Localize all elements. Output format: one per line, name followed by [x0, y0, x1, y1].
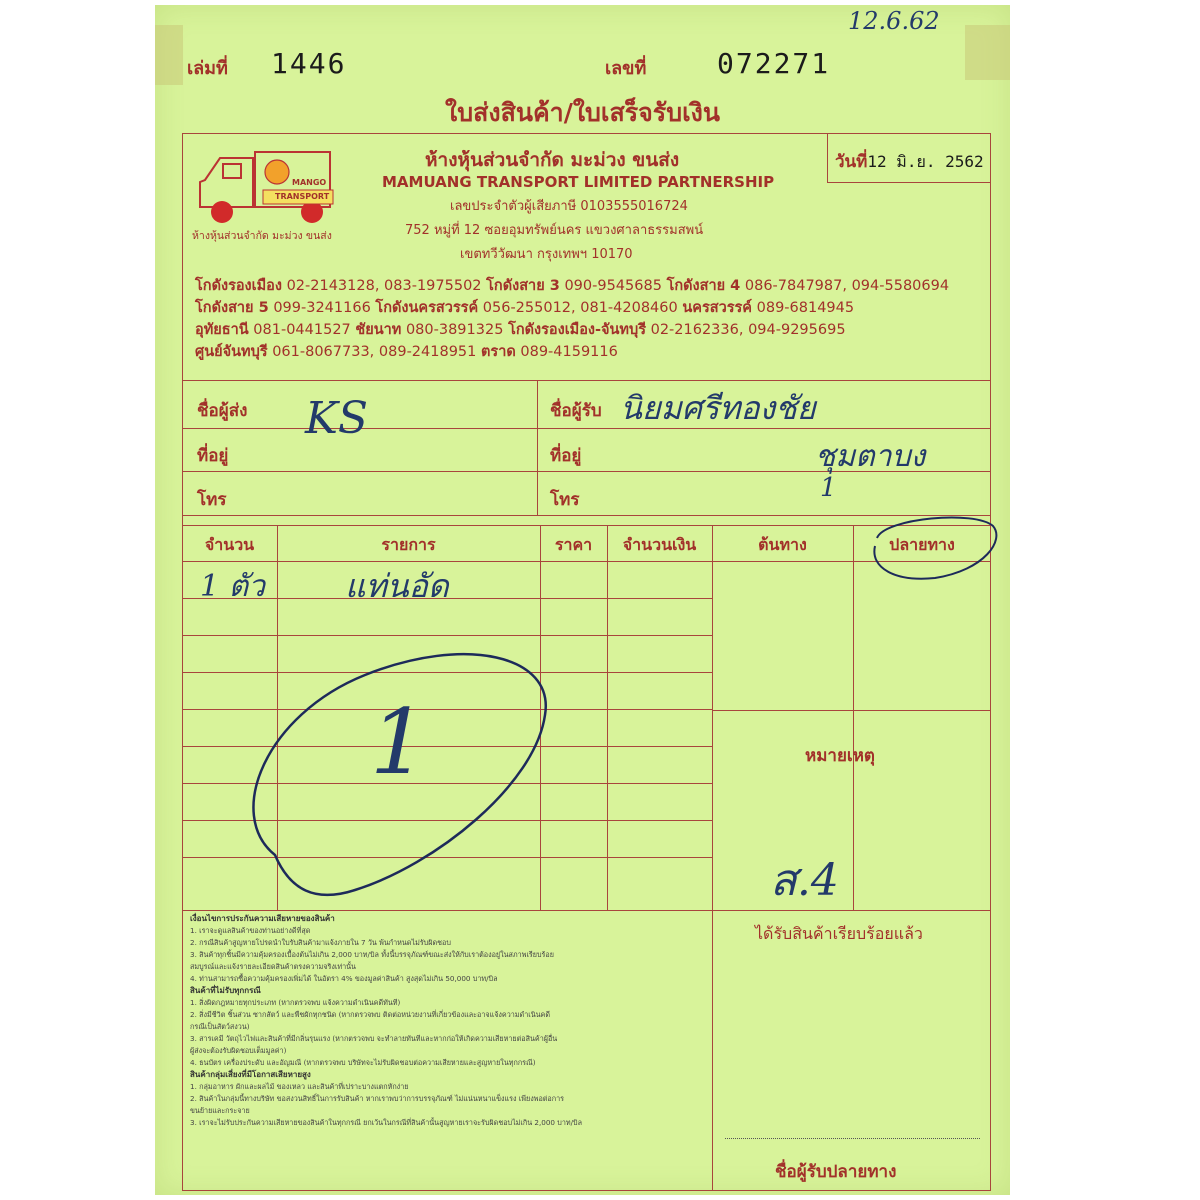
receiver-phone-value: 1: [820, 473, 837, 503]
book-number: 1446: [271, 47, 347, 80]
doc-number: 072271: [717, 47, 831, 80]
terms-item: กรณีเป็นสัตว์สงวน): [190, 1022, 250, 1031]
branch-phones: 090-9545685: [564, 278, 662, 294]
divider: [182, 910, 991, 911]
divider: [182, 380, 991, 381]
terms-item: 1. เราจะดูแลสินค้าของท่านอย่างดีที่สุด: [190, 926, 311, 935]
sender-name-value: KS: [305, 393, 369, 444]
branch-phones: 061-8067733, 089-2418951: [272, 344, 477, 360]
branch-name: ศูนย์จันทบุรี: [195, 344, 268, 360]
terms-block: [190, 913, 710, 1129]
table-header-destination: ปลายทาง: [889, 535, 955, 554]
logo-caption: ห้างหุ้นส่วนจำกัด มะม่วง ขนส่ง: [192, 230, 332, 242]
branch-name: ชัยนาท: [355, 322, 402, 338]
table-header-price: ราคา: [554, 535, 593, 554]
terms-item: 3. สารเคมี วัตถุไวไฟและสินค้าที่มีกลิ่นรุนแรง (หากตรวจพบ จะทำลายทันทีและหากก่อให้เกิดความเสียหายต่อสินค้าผู้อื่น: [190, 1034, 558, 1043]
logo-text-transport: TRANSPORT: [275, 192, 330, 201]
table-header-item: รายการ: [381, 535, 436, 554]
company-address-1: 752 หมู่ที่ 12 ซอยอุมทรัพย์นคร แขวงศาลาธรรมสพน์: [405, 223, 704, 238]
branch-phones: 02-2143128, 083-1975502: [286, 278, 482, 294]
date-value: 12 มิ.ย. 2562: [867, 152, 984, 171]
branch-phones: 099-3241166: [273, 300, 371, 316]
circled-number: 1: [370, 690, 428, 795]
divider: [712, 910, 713, 1191]
terms-item: 2. สิ่งมีชีวิต ชิ้นส่วน ซากสัตว์ และพืชผักทุกชนิด (หากตรวจพบ ติดต่อหน่วยงานที่เกี่ยวข้องและอาจแจ้งความดำเนินคดี: [190, 1010, 551, 1019]
remark-value: ส.4: [770, 855, 839, 906]
terms-item: 3. เราจะไม่รับประกันความเสียหายของสินค้าในทุกกรณี ยกเว้นในกรณีที่สินค้านั้นสูญหายเราจะรับผิดชอบไม่เกิน 2,000 บาท/บิล: [190, 1118, 583, 1127]
table-header-origin: ต้นทาง: [758, 535, 807, 554]
branch-name: นครสวรรค์: [682, 300, 753, 316]
terms-item: ขนย้ายและกระจาย: [190, 1106, 250, 1115]
divider: [182, 428, 991, 429]
terms-item: 1. สิ่งผิดกฎหมายทุกประเภท (หากตรวจพบ แจ้งความดำเนินคดีทันที): [190, 998, 401, 1007]
receipt-paper: [155, 5, 1010, 1195]
branch-phone-list: [195, 275, 995, 363]
received-confirmation: ได้รับสินค้าเรียบร้อยแล้ว: [755, 924, 923, 943]
terms-title-excluded: สินค้าที่ไม่รับทุกกรณี: [190, 986, 261, 995]
tape-strip: [155, 25, 183, 85]
company-name-en: MAMUANG TRANSPORT LIMITED PARTNERSHIP: [382, 173, 775, 191]
branch-name: โกดังรองเมือง-จันทบุรี: [508, 322, 646, 338]
terms-title-risky: สินค้ากลุ่มเสี่ยงที่มีโอกาสเสียหายสูง: [190, 1070, 311, 1079]
table-header-amount: จำนวนเงิน: [622, 535, 697, 554]
receiver-phone-label: โทร: [550, 490, 580, 510]
book-label: เล่มที่: [187, 58, 228, 79]
branch-line-4: [195, 341, 995, 363]
branch-phones: 02-2162336, 094-9295695: [650, 322, 846, 338]
divider: [712, 710, 991, 711]
branch-name: ตราด: [481, 344, 516, 360]
handwritten-date: 12.6.62: [848, 7, 940, 35]
logo-text-mango: MANGO: [292, 178, 327, 187]
receiver-name-label: ชื่อผู้รับ: [550, 401, 602, 421]
sender-phone-label: โทร: [197, 490, 227, 510]
table-row-item: แท่นอัด: [345, 567, 449, 605]
terms-title: เงื่อนไขการประกันความเสียหายของสินค้า: [190, 914, 335, 923]
branch-phones: 081-0441527: [253, 322, 351, 338]
branch-phones: 089-4159116: [520, 344, 618, 360]
date-field: [835, 148, 984, 175]
signature-line: [725, 1138, 980, 1139]
document-title: ใบส่งสินค้า/ใบเสร็จรับเงิน: [445, 98, 720, 127]
branch-phones: 086-7847987, 094-5580694: [744, 278, 950, 294]
table-row-qty: 1 ตัว: [200, 569, 265, 604]
branch-name: อุทัยธานี: [195, 322, 249, 338]
terms-item: 2. สินค้าในกลุ่มนี้ทางบริษัท ขอสงวนสิทธิ์ในการรับสินค้า หากเราพบว่าการบรรจุภัณฑ์ ไม่แน่นหนาแข็งแรง เพียงพอต่อการ: [190, 1094, 564, 1103]
destination-circle-mark: [865, 508, 1000, 588]
divider: [537, 380, 538, 515]
terms-item: 4. ท่านสามารถซื้อความคุ้มครองเพิ่มได้ ในอัตรา 4% ของมูลค่าสินค้า สูงสุดไม่เกิน 50,000 บาท/บิล: [190, 974, 498, 983]
branch-name: โกดังนครสวรรค์: [375, 300, 479, 316]
branch-name: โกดังสาย 3: [486, 278, 560, 294]
truck-logo-icon: [195, 150, 345, 230]
table-header-qty: จำนวน: [204, 535, 255, 554]
doc-number-label: เลขที่: [605, 58, 647, 79]
tape-strip: [965, 25, 1010, 80]
branch-phones: 089-6814945: [756, 300, 855, 316]
divider: [607, 525, 608, 910]
company-address-2: เขตทวีวัฒนา กรุงเทพฯ 10170: [460, 247, 633, 262]
divider: [712, 525, 713, 910]
terms-item: 2. กรณีสินค้าสูญหายโปรดนำใบรับสินค้ามาแจ้งภายใน 7 วัน พ้นกำหนดไม่รับผิดชอบ: [190, 938, 451, 947]
branch-name: โกดังสาย 5: [195, 300, 269, 316]
branch-line-1: [195, 275, 995, 297]
terms-item: 4. ธนบัตร เครื่องประดับ และอัญมณี (หากตรวจพบ บริษัทจะไม่รับผิดชอบต่อความเสียหายและสูญหายในทุกกรณี): [190, 1058, 536, 1067]
terms-item: 3. สินค้าทุกชิ้นมีความคุ้มครองเบื้องต้นไม่เกิน 2,000 บาท/บิล ทั้งนี้บรรจุภัณฑ์ขณะส่งให้กับเราต้องอยู่ในสภาพเรียบร้อย: [190, 950, 554, 959]
branch-name: โกดังสาย 4: [666, 278, 741, 294]
remark-label: หมายเหตุ: [805, 746, 875, 766]
company-tax-id: เลขประจำตัวผู้เสียภาษี 0103555016724: [450, 199, 688, 214]
receiver-address-value: ชุมตาบง: [815, 439, 926, 474]
divider: [853, 525, 854, 910]
company-name-th: ห้างหุ้นส่วนจำกัด มะม่วง ขนส่ง: [425, 149, 680, 171]
branch-line-2: [195, 297, 995, 319]
terms-item: 1. กลุ่มอาหาร ผักและผลไม้ ของเหลว และสินค้าที่เปราะบางแตกหักง่าย: [190, 1082, 409, 1091]
company-logo: [195, 150, 345, 230]
receiver-signature-label: ชื่อผู้รับปลายทาง: [775, 1162, 897, 1182]
branch-phones: 080-3891325: [405, 322, 504, 338]
branch-phones: 056-255012, 081-4208460: [482, 300, 678, 316]
sender-address-label: ที่อยู่: [197, 446, 229, 466]
receiver-name-value: นิยมศรีทองชัย: [620, 389, 816, 427]
receiver-address-label: ที่อยู่: [550, 446, 582, 466]
branch-name: โกดังรองเมือง: [195, 278, 282, 294]
terms-item: สมบูรณ์และแจ้งรายละเอียดสินค้าตรงความจริงเท่านั้น: [190, 962, 356, 971]
terms-item: ผู้ส่งจะต้องรับผิดชอบเต็มมูลค่า): [190, 1046, 287, 1055]
date-label: วันที่: [835, 152, 868, 172]
branch-line-3: [195, 319, 995, 341]
sender-name-label: ชื่อผู้ส่ง: [197, 401, 248, 421]
